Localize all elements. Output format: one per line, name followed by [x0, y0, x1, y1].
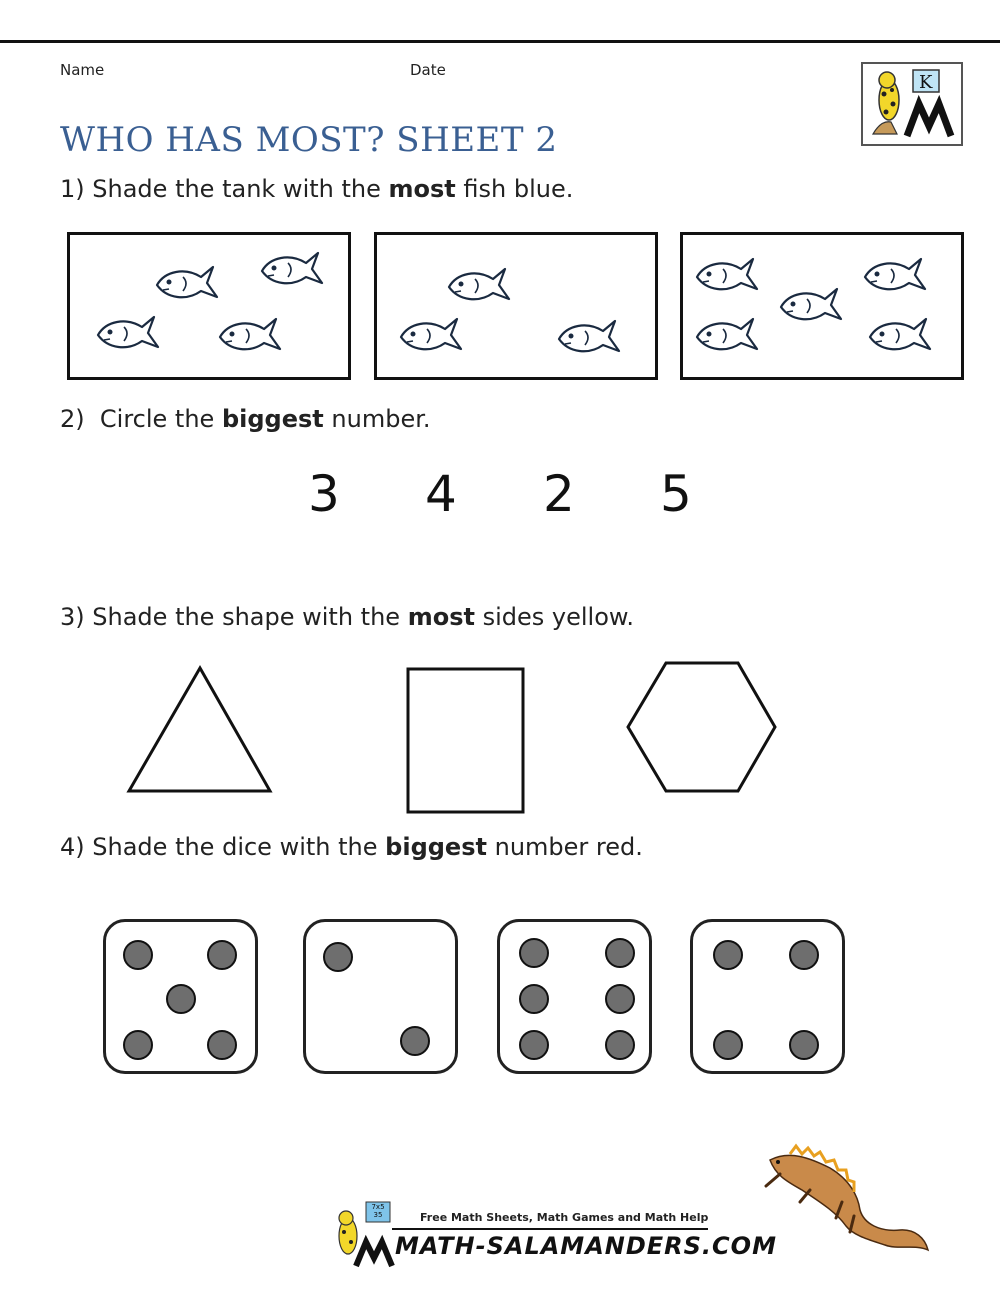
- fish-icon: [697, 319, 757, 349]
- die-pip: [713, 940, 743, 970]
- number-choice[interactable]: 4: [425, 465, 457, 523]
- date-label: Date: [410, 61, 446, 79]
- footer-site-link[interactable]: MATH-SALAMANDERS.COM: [395, 1232, 777, 1260]
- fish-tank-3[interactable]: [680, 232, 964, 380]
- logo-letter: K: [919, 72, 933, 93]
- footer-rule: [392, 1228, 708, 1230]
- fish-icon: [98, 317, 158, 347]
- die-two[interactable]: [303, 919, 458, 1074]
- die-pip: [207, 1030, 237, 1060]
- fish-icon: [559, 321, 619, 351]
- top-rule: [0, 40, 1000, 43]
- question-2: 2) Circle the biggest number.: [60, 405, 431, 433]
- die-pip: [605, 984, 635, 1014]
- fish-icon: [870, 319, 930, 349]
- square-shape[interactable]: [400, 660, 535, 820]
- hexagon-shape[interactable]: [620, 655, 785, 800]
- fish-tank-2[interactable]: [374, 232, 658, 380]
- die-pip: [789, 940, 819, 970]
- name-label: Name: [60, 61, 105, 79]
- fish-tank-1[interactable]: [67, 232, 351, 380]
- die-pip: [519, 938, 549, 968]
- fish-icon: [157, 267, 217, 297]
- die-pip: [123, 940, 153, 970]
- question-4: 4) Shade the dice with the biggest number red.: [60, 833, 643, 861]
- die-pip: [400, 1026, 430, 1056]
- die-pip: [207, 940, 237, 970]
- question-1: 1) Shade the tank with the most fish blue.: [60, 175, 574, 203]
- die-six[interactable]: [497, 919, 652, 1074]
- number-choice[interactable]: 3: [308, 465, 340, 523]
- die-pip: [323, 942, 353, 972]
- number-choice[interactable]: 2: [543, 465, 575, 523]
- die-four[interactable]: [690, 919, 845, 1074]
- fish-icon: [262, 253, 322, 283]
- fish-icon: [401, 319, 461, 349]
- question-3: 3) Shade the shape with the most sides yellow.: [60, 603, 634, 631]
- fish-icon: [865, 259, 925, 289]
- salamander-illustration: [750, 1140, 935, 1260]
- number-choice[interactable]: 5: [660, 465, 692, 523]
- die-pip: [166, 984, 196, 1014]
- page-title: WHO HAS MOST? SHEET 2: [60, 120, 558, 160]
- die-pip: [519, 1030, 549, 1060]
- fish-icon: [449, 269, 509, 299]
- die-five[interactable]: [103, 919, 258, 1074]
- footer-badge: 7x5 35: [371, 1203, 385, 1219]
- die-pip: [605, 1030, 635, 1060]
- die-pip: [789, 1030, 819, 1060]
- die-pip: [123, 1030, 153, 1060]
- triangle-shape[interactable]: [120, 660, 290, 800]
- kindergarten-logo: [861, 62, 963, 146]
- die-pip: [605, 938, 635, 968]
- die-pip: [713, 1030, 743, 1060]
- fish-icon: [220, 319, 280, 349]
- die-pip: [519, 984, 549, 1014]
- fish-icon: [781, 289, 841, 319]
- footer-tagline: Free Math Sheets, Math Games and Math Help: [420, 1211, 709, 1224]
- fish-icon: [697, 259, 757, 289]
